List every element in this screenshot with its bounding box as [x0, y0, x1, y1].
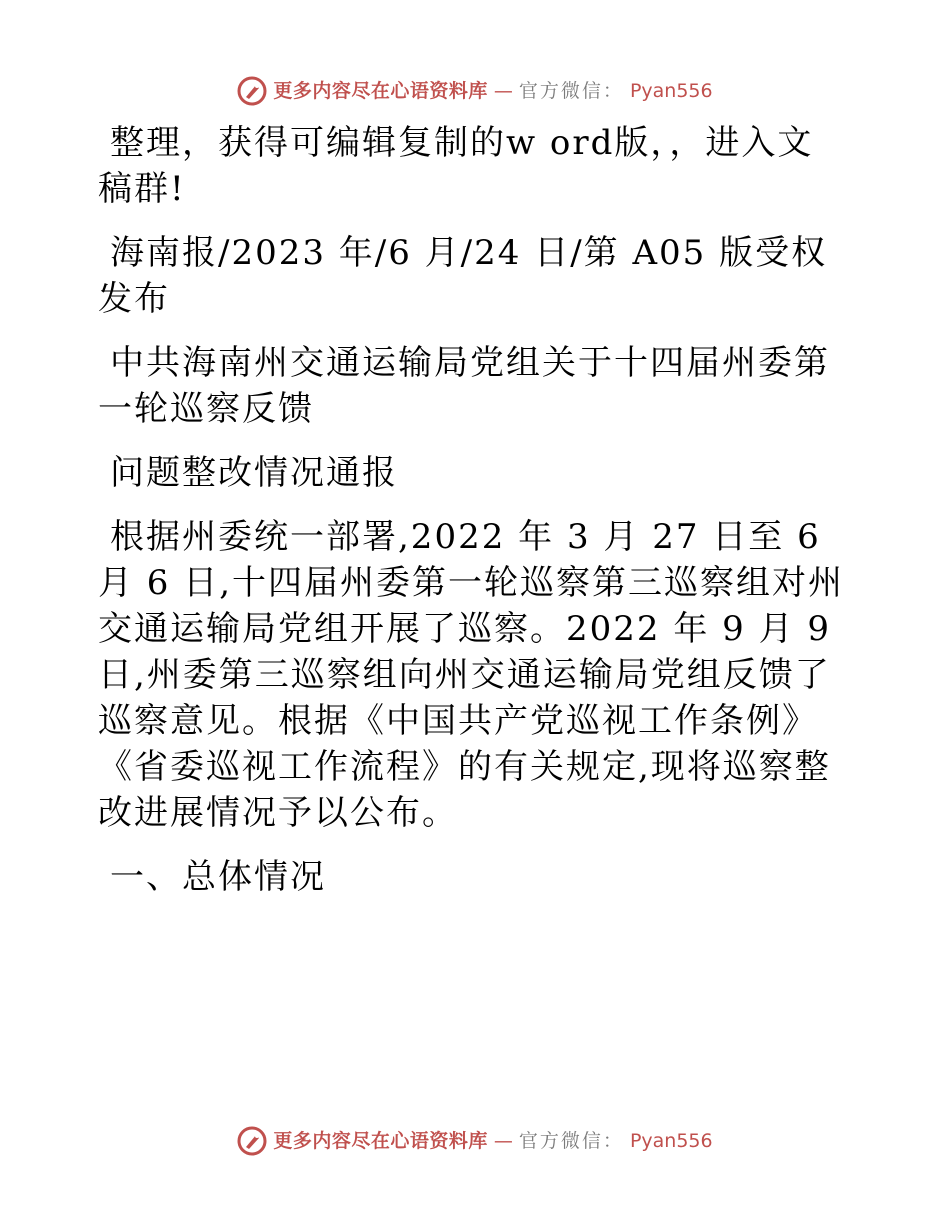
- watermark-separator: —: [493, 1130, 513, 1152]
- pen-nib-logo-icon: [237, 1126, 267, 1156]
- section-heading-overview: 一、总体情况: [110, 857, 326, 897]
- watermark-wechat-id: Pyan556: [629, 80, 713, 102]
- body-paragraph: 根据州委统一部署,2022 年 3 月 27 日至 6 月 6 日,十四届州委第一轮巡察第三巡察组对州交通运输局党组开展了巡察。2022 年 9 月 9 日,州委第三巡察组向州交通运输局党组反馈了巡察意见。根据《中国共产党巡视工作条例》 《省委巡视工作流程》的有关规定,现将巡察整改进展情况予以公布。: [98, 517, 845, 833]
- header-watermark: [0, 76, 950, 106]
- document-title-line-1: 中共海南州交通运输局党组关于十四届州委第一轮巡察反馈: [98, 343, 830, 429]
- watermark-wechat-label: 官方微信：: [518, 80, 624, 102]
- watermark-wechat-label: 官方微信：: [518, 1130, 624, 1152]
- watermark-main-text: 更多内容尽在心语资料库: [273, 80, 488, 102]
- document-body: [98, 120, 848, 900]
- footer-watermark: [0, 1126, 950, 1156]
- watermark-main-text: 更多内容尽在心语资料库: [273, 1130, 488, 1152]
- source-line: 海南报/2023 年/6 月/24 日/第 A05 版受权发布: [98, 233, 828, 319]
- document-title-line-2: 问题整改情况通报: [110, 453, 398, 493]
- watermark-wechat-id: Pyan556: [629, 1130, 713, 1152]
- pen-nib-logo-icon: [237, 76, 267, 106]
- watermark-separator: —: [493, 80, 513, 102]
- intro-paragraph: 整理，获得可编辑复制的w ord版，，进入文稿群!: [98, 123, 814, 209]
